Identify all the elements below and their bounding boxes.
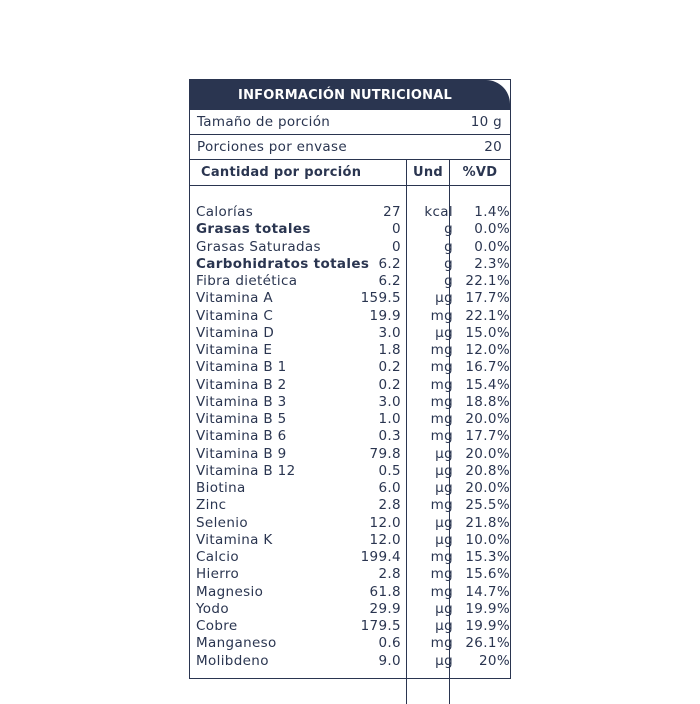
nutrient-row — [190, 342, 510, 359]
nutrient-daily-value: 0.0% — [474, 238, 510, 255]
nutrient-row — [190, 497, 510, 514]
nutrient-amount: 3.0 — [378, 324, 401, 341]
nutrient-daily-value: 20.0% — [465, 445, 510, 462]
nutrient-row — [190, 377, 510, 394]
nutrient-amount: 0 — [392, 221, 401, 238]
nutrient-unit: µg — [435, 652, 453, 669]
nutrient-table-body — [190, 186, 510, 704]
nutrient-daily-value: 25.5% — [465, 497, 510, 514]
nutrient-daily-value: 20% — [478, 652, 510, 669]
nutrient-unit: mg — [430, 566, 453, 583]
nutrient-amount: 159.5 — [360, 290, 401, 307]
nutrient-daily-value: 19.9% — [465, 600, 510, 617]
nutrient-name: Fibra dietética — [196, 273, 298, 290]
nutrient-unit: mg — [430, 411, 453, 428]
nutrient-row — [190, 290, 510, 307]
nutrient-name: Zinc — [196, 497, 227, 514]
nutrient-unit: g — [444, 238, 453, 255]
nutrient-name: Vitamina K — [196, 531, 273, 548]
nutrient-name: Biotina — [196, 480, 246, 497]
nutrient-unit: mg — [430, 549, 453, 566]
nutrient-row — [190, 411, 510, 428]
nutrient-daily-value: 12.0% — [465, 342, 510, 359]
nutrient-name: Vitamina B 1 — [196, 359, 287, 376]
nutrient-row — [190, 273, 510, 290]
nutrient-amount: 6.2 — [378, 273, 401, 290]
nutrient-daily-value: 17.7% — [465, 290, 510, 307]
nutrient-name: Vitamina B 9 — [196, 445, 287, 462]
nutrient-name: Vitamina A — [196, 290, 274, 307]
servings-label: Porciones por envase — [197, 139, 347, 155]
nutrient-name: Selenio — [196, 514, 248, 531]
serving-size-label: Tamaño de porción — [197, 114, 331, 130]
nutrient-daily-value: 15.0% — [465, 324, 510, 341]
nutrient-daily-value: 22.1% — [465, 307, 510, 324]
nutrient-amount: 0.6 — [378, 635, 401, 652]
nutrient-amount: 61.8 — [369, 583, 401, 600]
nutrient-unit: mg — [430, 583, 453, 600]
nutrient-row — [190, 549, 510, 566]
nutrient-row — [190, 204, 510, 221]
nutrient-name: Vitamina C — [196, 307, 274, 324]
nutrient-unit: mg — [430, 635, 453, 652]
nutrient-daily-value: 20.0% — [465, 411, 510, 428]
nutrient-daily-value: 17.7% — [465, 428, 510, 445]
daily-value-header: %VD — [462, 165, 498, 180]
column-header-row — [190, 160, 510, 186]
nutrient-name: Calcio — [196, 549, 239, 566]
nutrient-row — [190, 308, 510, 325]
nutrient-daily-value: 20.8% — [465, 462, 510, 479]
nutrient-unit: kcal — [424, 204, 453, 221]
nutrient-daily-value: 16.7% — [465, 359, 510, 376]
nutrient-daily-value: 20.0% — [465, 480, 510, 497]
servings-value: 20 — [484, 139, 502, 155]
nutrient-row — [190, 221, 510, 238]
nutrient-name: Vitamina B 5 — [196, 411, 287, 428]
nutrient-unit: µg — [435, 514, 453, 531]
nutrient-name: Manganeso — [196, 635, 277, 652]
nutrient-daily-value: 0.0% — [474, 221, 510, 238]
nutrient-row — [190, 325, 510, 342]
nutrient-unit: µg — [435, 480, 453, 497]
nutrient-name: Vitamina D — [196, 324, 275, 341]
nutrient-row — [190, 239, 510, 256]
nutrient-amount: 1.8 — [378, 342, 401, 359]
nutrient-row — [190, 256, 510, 273]
nutrient-row — [190, 428, 510, 445]
nutrient-amount: 199.4 — [360, 549, 401, 566]
nutrient-amount: 2.8 — [378, 566, 401, 583]
nutrient-unit: g — [444, 273, 453, 290]
nutrient-amount: 0.5 — [378, 462, 401, 479]
nutrient-daily-value: 14.7% — [465, 583, 510, 600]
nutrient-list — [190, 204, 510, 670]
nutrient-row — [190, 532, 510, 549]
nutrient-name: Vitamina B 6 — [196, 428, 287, 445]
nutrient-amount: 0.2 — [378, 359, 401, 376]
nutrient-daily-value: 22.1% — [465, 273, 510, 290]
nutrient-daily-value: 10.0% — [465, 531, 510, 548]
nutrient-name: Yodo — [196, 600, 229, 617]
nutrient-row — [190, 584, 510, 601]
nutrient-row — [190, 566, 510, 583]
nutrient-daily-value: 15.3% — [465, 549, 510, 566]
nutrient-unit: µg — [435, 462, 453, 479]
nutrient-unit: g — [444, 221, 453, 238]
nutrient-unit: g — [444, 255, 453, 272]
nutrient-amount: 6.0 — [378, 480, 401, 497]
nutrient-daily-value: 1.4% — [474, 204, 510, 221]
nutrient-unit: mg — [430, 497, 453, 514]
nutrient-amount: 29.9 — [369, 600, 401, 617]
nutrient-row — [190, 618, 510, 635]
nutrient-name: Vitamina B 3 — [196, 393, 287, 410]
servings-per-container-row — [190, 135, 510, 160]
nutrient-unit: mg — [430, 342, 453, 359]
nutrient-unit: mg — [430, 393, 453, 410]
nutrient-amount: 6.2 — [378, 255, 401, 272]
nutrient-unit: µg — [435, 290, 453, 307]
nutrient-unit: mg — [430, 307, 453, 324]
nutrient-row — [190, 359, 510, 376]
nutrient-name: Vitamina E — [196, 342, 273, 359]
nutrient-row — [190, 394, 510, 411]
nutrient-amount: 3.0 — [378, 393, 401, 410]
nutrient-name: Vitamina B 2 — [196, 376, 287, 393]
nutrient-unit: mg — [430, 359, 453, 376]
nutrient-name: Magnesio — [196, 583, 264, 600]
nutrient-name: Cobre — [196, 618, 238, 635]
nutrition-title: INFORMACIÓN NUTRICIONAL — [190, 80, 510, 110]
nutrient-name: Molibdeno — [196, 652, 269, 669]
nutrient-amount: 19.9 — [369, 307, 401, 324]
nutrient-amount: 27 — [383, 204, 401, 221]
nutrient-amount: 0 — [392, 238, 401, 255]
nutrient-row — [190, 653, 510, 670]
nutrient-name: Vitamina B 12 — [196, 462, 296, 479]
nutrient-row — [190, 480, 510, 497]
amount-per-serving-header: Cantidad por porción — [190, 160, 407, 185]
nutrient-daily-value: 15.6% — [465, 566, 510, 583]
nutrient-name: Carbohidratos totales — [196, 255, 370, 272]
nutrition-facts-panel — [189, 79, 511, 679]
nutrient-amount: 12.0 — [369, 531, 401, 548]
nutrient-unit: µg — [435, 531, 453, 548]
nutrient-unit: µg — [435, 324, 453, 341]
nutrient-name: Grasas totales — [196, 221, 311, 238]
nutrient-unit: mg — [430, 428, 453, 445]
nutrient-amount: 9.0 — [378, 652, 401, 669]
nutrient-unit: µg — [435, 445, 453, 462]
nutrient-row — [190, 635, 510, 652]
nutrient-amount: 0.3 — [378, 428, 401, 445]
nutrient-unit: mg — [430, 376, 453, 393]
nutrient-name: Grasas Saturadas — [196, 238, 321, 255]
nutrient-row — [190, 601, 510, 618]
nutrient-amount: 79.8 — [369, 445, 401, 462]
nutrient-amount: 2.8 — [378, 497, 401, 514]
nutrient-row — [190, 515, 510, 532]
nutrient-unit: µg — [435, 618, 453, 635]
nutrient-row — [190, 446, 510, 463]
serving-size-value: 10 g — [470, 114, 502, 130]
nutrient-amount: 0.2 — [378, 376, 401, 393]
nutrient-daily-value: 15.4% — [465, 376, 510, 393]
nutrient-amount: 1.0 — [378, 411, 401, 428]
nutrient-amount: 179.5 — [360, 618, 401, 635]
nutrient-amount: 12.0 — [369, 514, 401, 531]
nutrient-daily-value: 19.9% — [465, 618, 510, 635]
nutrient-daily-value: 18.8% — [465, 393, 510, 410]
nutrient-daily-value: 26.1% — [465, 635, 510, 652]
serving-size-row — [190, 110, 510, 135]
nutrient-row — [190, 463, 510, 480]
nutrient-daily-value: 2.3% — [474, 255, 510, 272]
nutrient-daily-value: 21.8% — [465, 514, 510, 531]
unit-header: Und — [407, 160, 450, 185]
nutrient-name: Hierro — [196, 566, 240, 583]
nutrient-unit: µg — [435, 600, 453, 617]
nutrient-name: Calorías — [196, 204, 254, 221]
